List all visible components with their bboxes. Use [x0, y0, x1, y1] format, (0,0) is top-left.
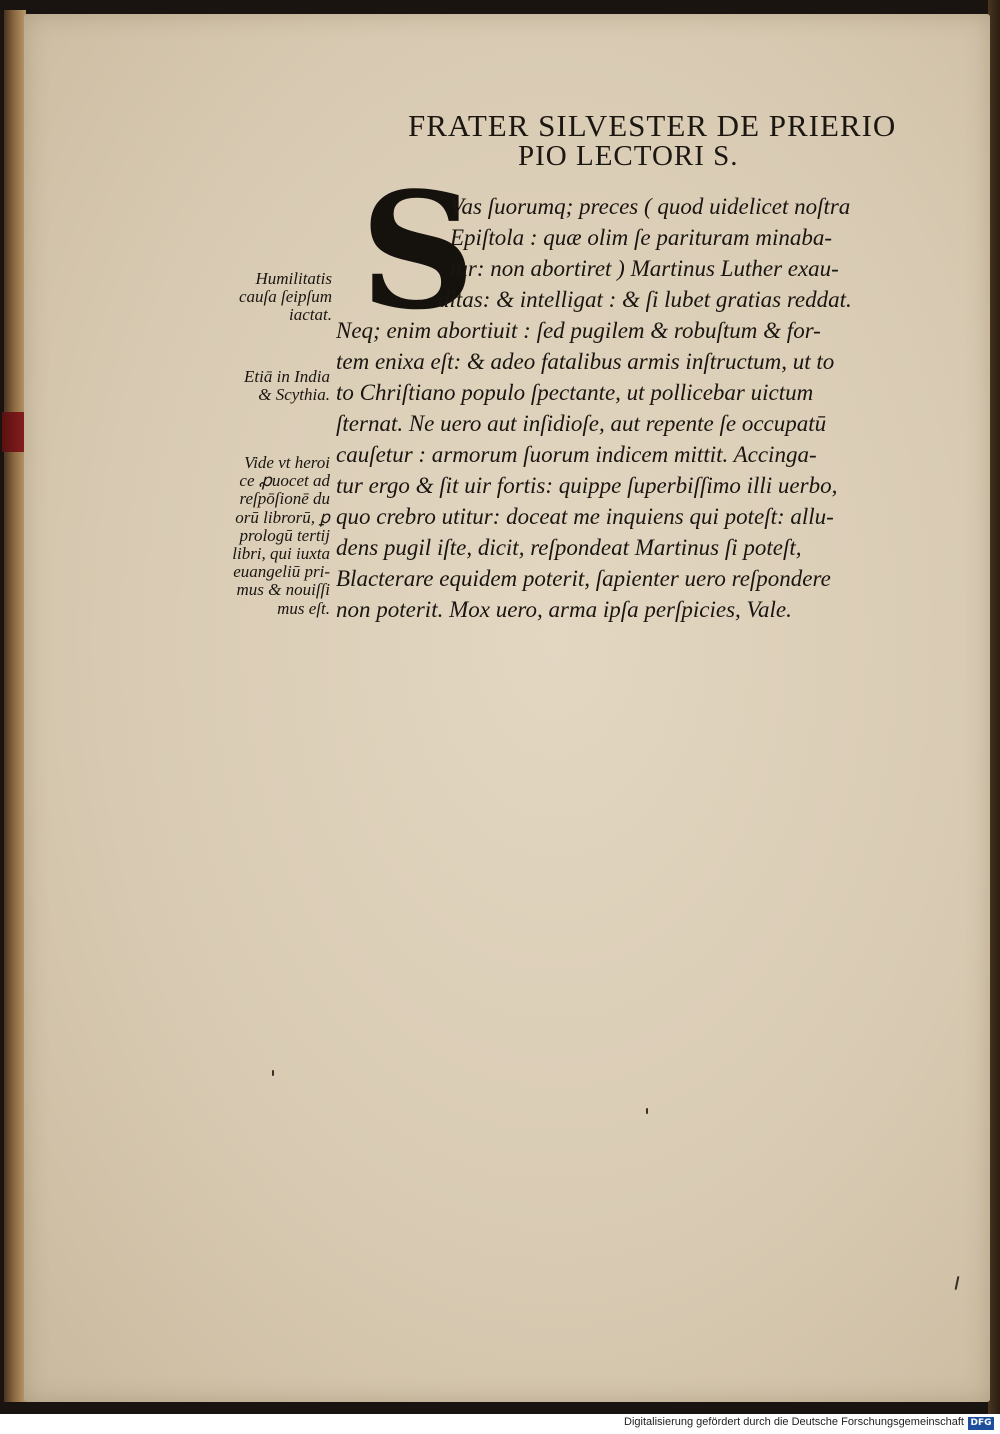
dfg-logo: DFG [968, 1417, 994, 1430]
book-spine-edge [4, 10, 26, 1402]
body-line: Vas ſuorumq; preces ( quod uidelicet noſtra [450, 194, 851, 219]
body-line: tem enixa eſt: & adeo fatalibus armis inſtructum, ut to [336, 349, 835, 374]
body-line: ſternat. Ne uero aut inſidioſe, aut repente ſe occupatū [336, 411, 827, 436]
footer-bar [0, 1414, 1000, 1434]
heading-line-1: FRATER SILVESTER DE PRIERIO [408, 108, 897, 143]
body-line: non poterit. Mox uero, arma ipſa perſpicies, Vale. [336, 597, 792, 622]
book-page [24, 14, 990, 1402]
body-line: tur: non abortiret ) Martinus Luther exau- [450, 256, 839, 281]
body-line: Neq; enim abortiuit : ſed pugilem & robuſtum & for- [336, 318, 821, 343]
body-line: tur ergo & ſit uir fortis: quippe ſuperbiſſimo illi uerbo, [336, 473, 838, 498]
margin-note: Vide vt heroi ce ꝓuocet ad reſpōſionē du orū librorū, ꝑ prologū tertij libri, qui iuxta euangeliū pri- mus & nouiſſi mus eſt. [232, 453, 330, 618]
body-line: Blacterare equidem poterit, ſapienter uero reſpondere [336, 566, 831, 591]
footer-credit: Digitalisierung gefördert durch die Deutsche Forschungsgemeinschaft [624, 1416, 964, 1428]
drop-cap-initial: S [360, 157, 476, 345]
body-line: cauſetur : armorum ſuorum indicem mittit. Accinga- [336, 442, 817, 467]
body-line: dens pugil iſte, dicit, reſpondeat Martinus ſi poteſt, [336, 535, 802, 560]
body-line: ditas: & intelligat : & ſi lubet gratias reddat. [438, 287, 852, 312]
heading-line-2: PIO LECTORI S. [518, 140, 739, 172]
margin-note: Humilitatis cauſa ſeipſum iactat. [238, 269, 332, 325]
paper-speck [646, 1108, 648, 1114]
body-line: quo crebro utitur: doceat me inquiens qui poteſt: allu- [336, 504, 834, 529]
body-line: to Chriſtiano populo ſpectante, ut pollicebar uictum [336, 380, 814, 405]
body-line: Epiſtola : quæ olim ſe parituram minaba- [450, 225, 833, 250]
margin-note: Etiā in India & Scythia. [244, 367, 330, 405]
paper-speck [272, 1070, 274, 1076]
paper-speck [955, 1276, 960, 1290]
